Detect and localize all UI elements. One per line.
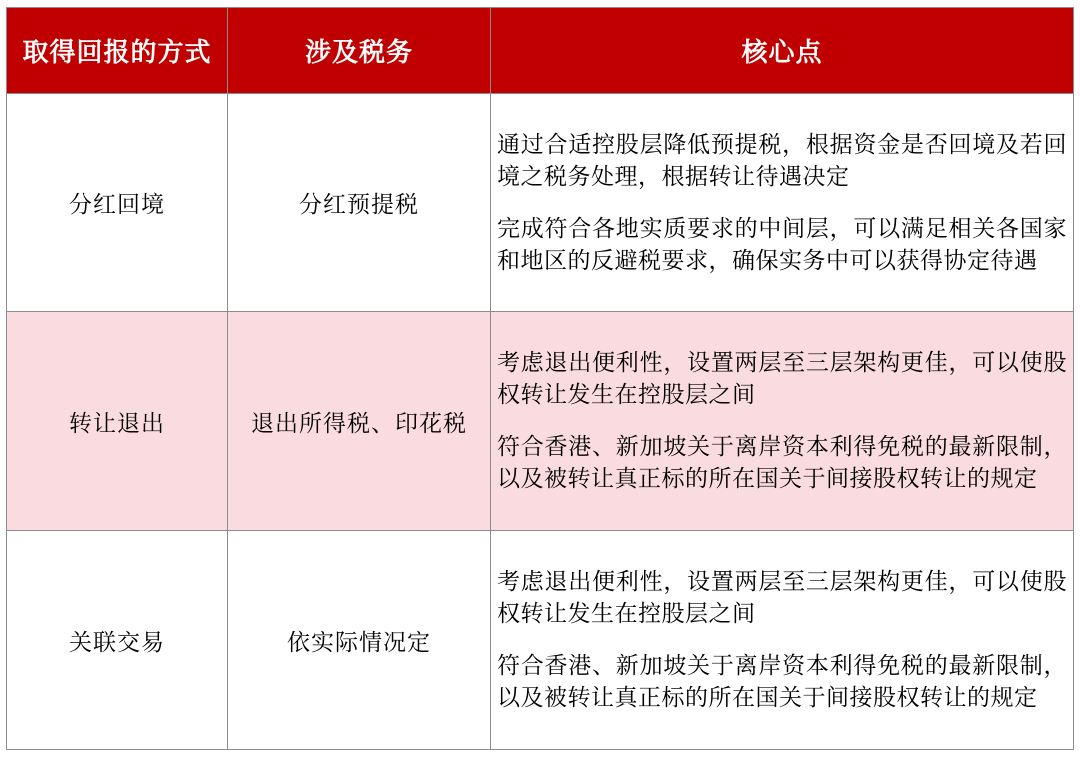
- core-point: 符合香港、新加坡关于离岸资本利得免税的最新限制，以及被转让真正标的所在国关于间接股权转让的规定: [497, 434, 1067, 492]
- core-point: 考虑退出便利性，设置两层至三层架构更佳，可以使股权转让发生在控股层之间: [497, 350, 1067, 408]
- table-row: [7, 94, 1074, 312]
- header-tax: 涉及税务: [228, 8, 491, 94]
- header-core-points: 核心点: [491, 8, 1074, 94]
- core-points-cell: [491, 312, 1074, 531]
- table-header-row: [7, 8, 1074, 94]
- core-point: 考虑退出便利性，设置两层至三层架构更佳，可以使股权转让发生在控股层之间: [497, 569, 1067, 627]
- table-row: [7, 312, 1074, 531]
- method-cell: 关联交易: [7, 531, 228, 750]
- core-point: 完成符合各地实质要求的中间层，可以满足相关各国家和地区的反避税要求，确保实务中可以获得协定待遇: [497, 215, 1067, 274]
- tax-cell: 分红预提税: [228, 94, 491, 312]
- return-methods-table: [6, 7, 1074, 750]
- core-point: 符合香港、新加坡关于离岸资本利得免税的最新限制，以及被转让真正标的所在国关于间接股权转让的规定: [497, 653, 1067, 711]
- method-cell: 转让退出: [7, 312, 228, 531]
- core-point: 通过合适控股层降低预提税，根据资金是否回境及若回境之税务处理，根据转让待遇决定: [497, 131, 1067, 190]
- tax-cell: 退出所得税、印花税: [228, 312, 491, 531]
- method-cell: 分红回境: [7, 94, 228, 312]
- table-row: [7, 531, 1074, 750]
- tax-cell: 依实际情况定: [228, 531, 491, 750]
- header-method: 取得回报的方式: [7, 8, 228, 94]
- core-points-cell: [491, 531, 1074, 750]
- core-points-cell: [491, 94, 1074, 312]
